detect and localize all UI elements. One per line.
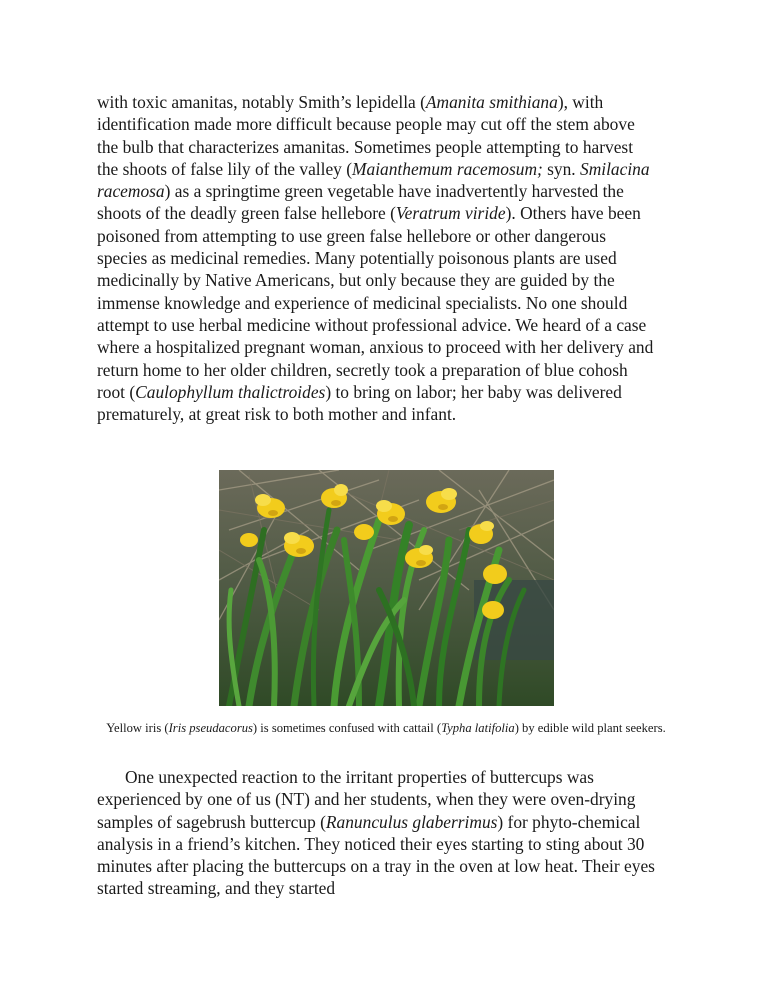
species-name: Amanita smithiana	[425, 92, 558, 112]
species-name: Caulophyllum thalictroides	[135, 381, 326, 402]
species-name: Veratrum viride	[395, 203, 506, 224]
text-run: ) as a springtime green vegetable have inadvertently harvested the shoots of the deadly green false hellebore (	[97, 181, 624, 224]
text-run: ), with identification made more difficult because people may cut off the stem above the bulb that characterizes amanitas. Sometimes people attempting to harvest the shoots of false lily of the valley (	[97, 92, 635, 179]
body-paragraph-1	[97, 91, 657, 425]
caption-run: ) is sometimes confused with cattail (	[252, 721, 442, 735]
caption-run: ) by edible wild plant seekers.	[514, 721, 666, 735]
text-run: ). Others have been poisoned from attempting to use green false hellebore or other dangerous species as medicinal remedies. Many potentially poisonous plants are used medicinally by Native Americans, but only because they are guided by the immense knowledge and experience of medicinal specialists. No one should attempt to use herbal medicine without professional advice. We heard of a case where a hospitalized pregnant woman, anxious to proceed with her delivery and return home to her older children, secretly took a preparation of blue cohosh root (	[97, 203, 654, 402]
text-run: syn.	[542, 158, 580, 179]
species-name: Smilacina racemosa	[97, 158, 650, 202]
yellow-iris-photo	[219, 470, 554, 706]
species-name: Ranunculus glaberrimus	[325, 811, 498, 832]
species-name: Maianthemum racemosum;	[352, 158, 543, 179]
caption-run: Yellow iris (	[106, 721, 169, 735]
paragraph-indent	[97, 767, 125, 787]
body-paragraph-2	[97, 766, 657, 900]
figure-caption	[97, 720, 675, 736]
text-run: One unexpected reaction to the irritant properties of buttercups was experienced by one of us (NT) and her students, when they were oven-drying samples of sagebrush buttercup (	[97, 767, 636, 832]
species-name: Iris pseudacorus	[168, 721, 253, 735]
text-run: ) for phyto-chemical analysis in a friend’s kitchen. They noticed their eyes starting to sting about 30 minutes after placing the buttercups on a tray in the oven at low heat. Their eyes started streaming, and they started	[97, 811, 655, 899]
text-run: with toxic amanitas, notably Smith’s lepidella (	[97, 92, 426, 112]
species-name: Typha latifolia	[441, 721, 515, 735]
text-run: ) to bring on labor; her baby was delivered prematurely, at great risk to both mother and infant.	[97, 381, 622, 425]
